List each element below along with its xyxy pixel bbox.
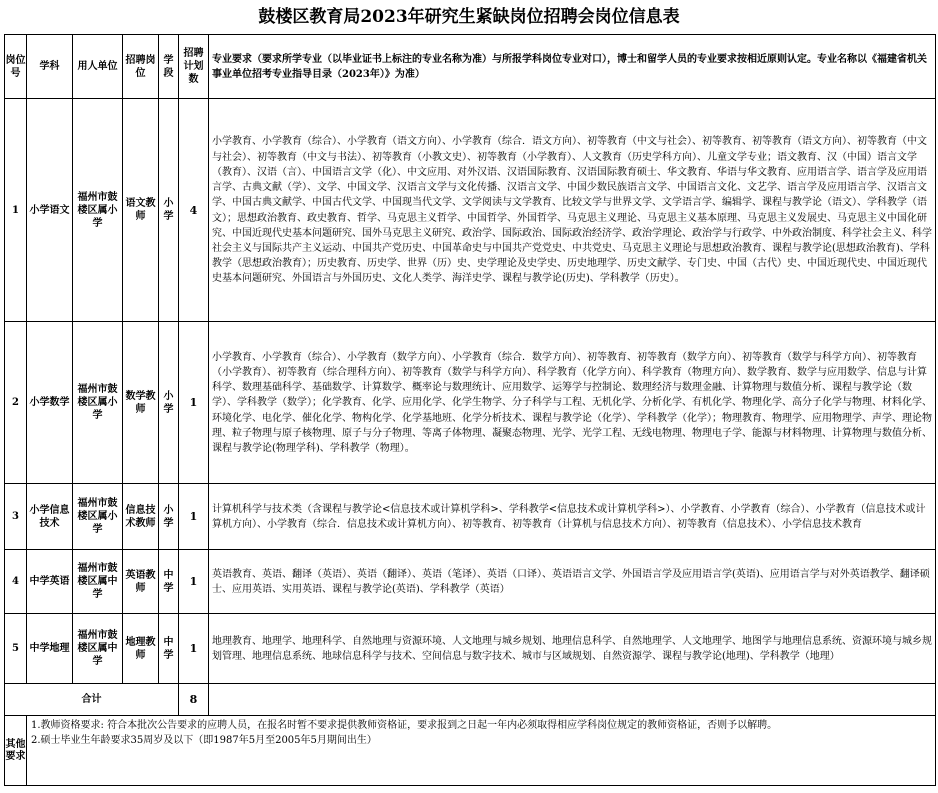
- row-position: 地理教师: [123, 614, 159, 684]
- row-employer: 福州市鼓楼区属小学: [73, 99, 123, 322]
- total-empty-cell: [209, 684, 936, 716]
- row-quota: 1: [179, 550, 209, 614]
- total-label: 合计: [5, 684, 179, 716]
- positions-table: [4, 34, 936, 786]
- row-subject: 中学英语: [27, 550, 73, 614]
- other-requirements-label: 其他要求: [5, 716, 27, 786]
- row-position: 数学教师: [123, 322, 159, 484]
- row-requirement: 计算机科学与技术类（含课程与教学论<信息技术或计算机学科>、学科教学<信息技术或计算机学科>）、小学教育、小学教育（综合）、小学教育（信息技术或计算机方向）、小学教育（综合．信息技术或计算机方向）、初等教育、初等教育（计算机与信息技术方向）、初等教育（信息技术）、小学信息技术教育: [209, 484, 936, 550]
- row-position: 语文教师: [123, 99, 159, 322]
- other-requirement-line: 1.教师资格要求: 符合本批次公告要求的应聘人员，在报名时暂不要求提供教师资格证，要求报到之日起一年内必须取得相应学科岗位规定的教师资格证，否则予以解聘。: [31, 720, 778, 731]
- row-level: 小学: [159, 484, 179, 550]
- row-quota: 1: [179, 614, 209, 684]
- other-requirements-text: [27, 716, 936, 786]
- row-level: 小学: [159, 99, 179, 322]
- row-no: 5: [5, 614, 27, 684]
- row-no: 3: [5, 484, 27, 550]
- table-row: [5, 99, 936, 322]
- row-requirement: 小学教育、小学教育（综合）、小学教育（数学方向）、小学教育（综合．数学方向）、初等教育、初等教育（数学方向）、初等教育（数学与科学方向）、初等教育（小学教育）、初等教育（综合理科方向）、初等教育（数学与科学方向）、科学教育（化学方向）、科学教育（物理方向）、数学教育、数学与应用数学、信息与计算科学、数理基础科学、基础数学、计算数学、概率论与数理统计、应用数学、运筹学与控制论、数理经济与数理金融、计算物理与数值分析、课程与教学论（数学）、学科教学（数学）；化学教育、化学、应用化学、化学生物学、分子科学与工程、无机化学、分析化学、有机化学、物理化学、高分子化学与物理、材料化学、环境化学、电化学、催化化学、物构化学、化学基地班、化学分析技术、课程与教学论（化学）、学科教学（化学）；物理教育、物理学、应用物理学、声学、理论物理、粒子物理与原子核物理、原子与分子物理、等离子体物理、凝聚态物理、光学、光学工程、无线电物理、物理电子学、能源与材料物理、计算物理与数值分析、课程与教学论(物理学科)、学科教学（物理）。: [209, 322, 936, 484]
- row-quota: 1: [179, 322, 209, 484]
- row-position: 英语教师: [123, 550, 159, 614]
- total-value: 8: [179, 684, 209, 716]
- row-employer: 福州市鼓楼区属小学: [73, 484, 123, 550]
- row-employer: 福州市鼓楼区属中学: [73, 550, 123, 614]
- header-no: 岗位号: [5, 35, 27, 99]
- row-employer: 福州市鼓楼区属小学: [73, 322, 123, 484]
- row-level: 中学: [159, 550, 179, 614]
- header-level: 学段: [159, 35, 179, 99]
- header-requirement: 专业要求（要求所学专业（以毕业证书上标注的专业名称为准）与所报学科岗位专业对口），博士和留学人员的专业要求按相近原则认定。专业名称以《福建省机关事业单位招考专业指导目录（2023年）》为准）: [209, 35, 936, 99]
- header-subject: 学科: [27, 35, 73, 99]
- header-row: [5, 35, 936, 99]
- row-requirement: 英语教育、英语、翻译（英语）、英语（翻译）、英语（笔译）、英语（口译）、英语语言文学、外国语言学及应用语言学(英语)、应用语言学与对外英语教学、翻译硕士、应用英语、实用英语、课程与教学论(英语)、学科教学（英语）: [209, 550, 936, 614]
- row-subject: 小学数学: [27, 322, 73, 484]
- table-row: [5, 550, 936, 614]
- header-position: 招聘岗位: [123, 35, 159, 99]
- row-subject: 中学地理: [27, 614, 73, 684]
- row-position: 信息技术教师: [123, 484, 159, 550]
- row-requirement: 地理教育、地理学、地理科学、自然地理与资源环境、人文地理与城乡规划、地理信息科学、自然地理学、人文地理学、地图学与地理信息系统、资源环境与城乡规划管理、地理信息系统、地球信息科学与技术、空间信息与数字技术、城市与区域规划、自然资源学、课程与教学论(地理)、学科教学（地理）: [209, 614, 936, 684]
- other-requirement-line: 2.硕士毕业生年龄要求35周岁及以下（即1987年5月至2005年5月期间出生）: [31, 735, 377, 746]
- page-title: 鼓楼区教育局2023年研究生紧缺岗位招聘会岗位信息表: [258, 7, 680, 27]
- table-row: [5, 322, 936, 484]
- row-level: 中学: [159, 614, 179, 684]
- row-quota: 1: [179, 484, 209, 550]
- total-row: [5, 684, 936, 716]
- row-no: 2: [5, 322, 27, 484]
- row-subject: 小学信息技术: [27, 484, 73, 550]
- row-requirement: 小学教育、小学教育（综合）、小学教育（语文方向）、小学教育（综合．语文方向）、初等教育（中文与社会）、初等教育、初等教育（语文方向）、初等教育（中文与社会）、初等教育（中文与书法）、初等教育（小教文史）、初等教育（小学教育）、人文教育（历史学科方向）、儿童文学专业；语文教育、汉（中国）语言文学（教育）、汉语（言）、中国语言文学（化）、中文应用、对外汉语、汉语国际教育、汉语国际教育硕士、华文教育、华语与华文教育、应用语言学、语言学及应用语言学、古典文献（学）、文学、中国文学、汉语言文学与文化传播、汉语言文学、中国少数民族语言文学、中国语言文化、文艺学、语言学及应用语言学、汉语言文学、中国古典文献学、中国古代文学、中国现当代文学、文学阅读与文学教育、比较文学与世界文学、文学语言学、编辑学、课程与教学论（语文）、学科教学（语文）；思想政治教育、政史教育、哲学、马克思主义哲学、中国哲学、外国哲学、马克思主义理论、马克思主义基本原理、马克思主义发展史、马克思主义中国化研究、中国近现代史基本问题研究、国外马克思主义研究、政治学、国际政治、国际政治经济学、政治学理论、政治学与行政学、中外政治制度、科学社会主义、科学社会主义与国际共产主义运动、中国共产党历史、中国革命史与中国共产党党史、中共党史、马克思主义理论与思想政治教育、课程与教学论(思想政治教育)、学科教学（思想政治教育）；历史教育、历史学、世界（历）史、史学理论及史学史、历史地理学、历史文献学、专门史、中国（古代）史、中国近现代史、中国近现代史基本问题研究、外国语言与外国历史、文化人类学、海洋史学、课程与教学论(历史)、学科教学（历史）。: [209, 99, 936, 322]
- row-no: 1: [5, 99, 27, 322]
- row-employer: 福州市鼓楼区属中学: [73, 614, 123, 684]
- row-quota: 4: [179, 99, 209, 322]
- header-employer: 用人单位: [73, 35, 123, 99]
- header-quota: 招聘计划数: [179, 35, 209, 99]
- row-no: 4: [5, 550, 27, 614]
- table-row: [5, 484, 936, 550]
- row-subject: 小学语文: [27, 99, 73, 322]
- table-row: [5, 614, 936, 684]
- row-level: 小学: [159, 322, 179, 484]
- other-requirements-row: [5, 716, 936, 786]
